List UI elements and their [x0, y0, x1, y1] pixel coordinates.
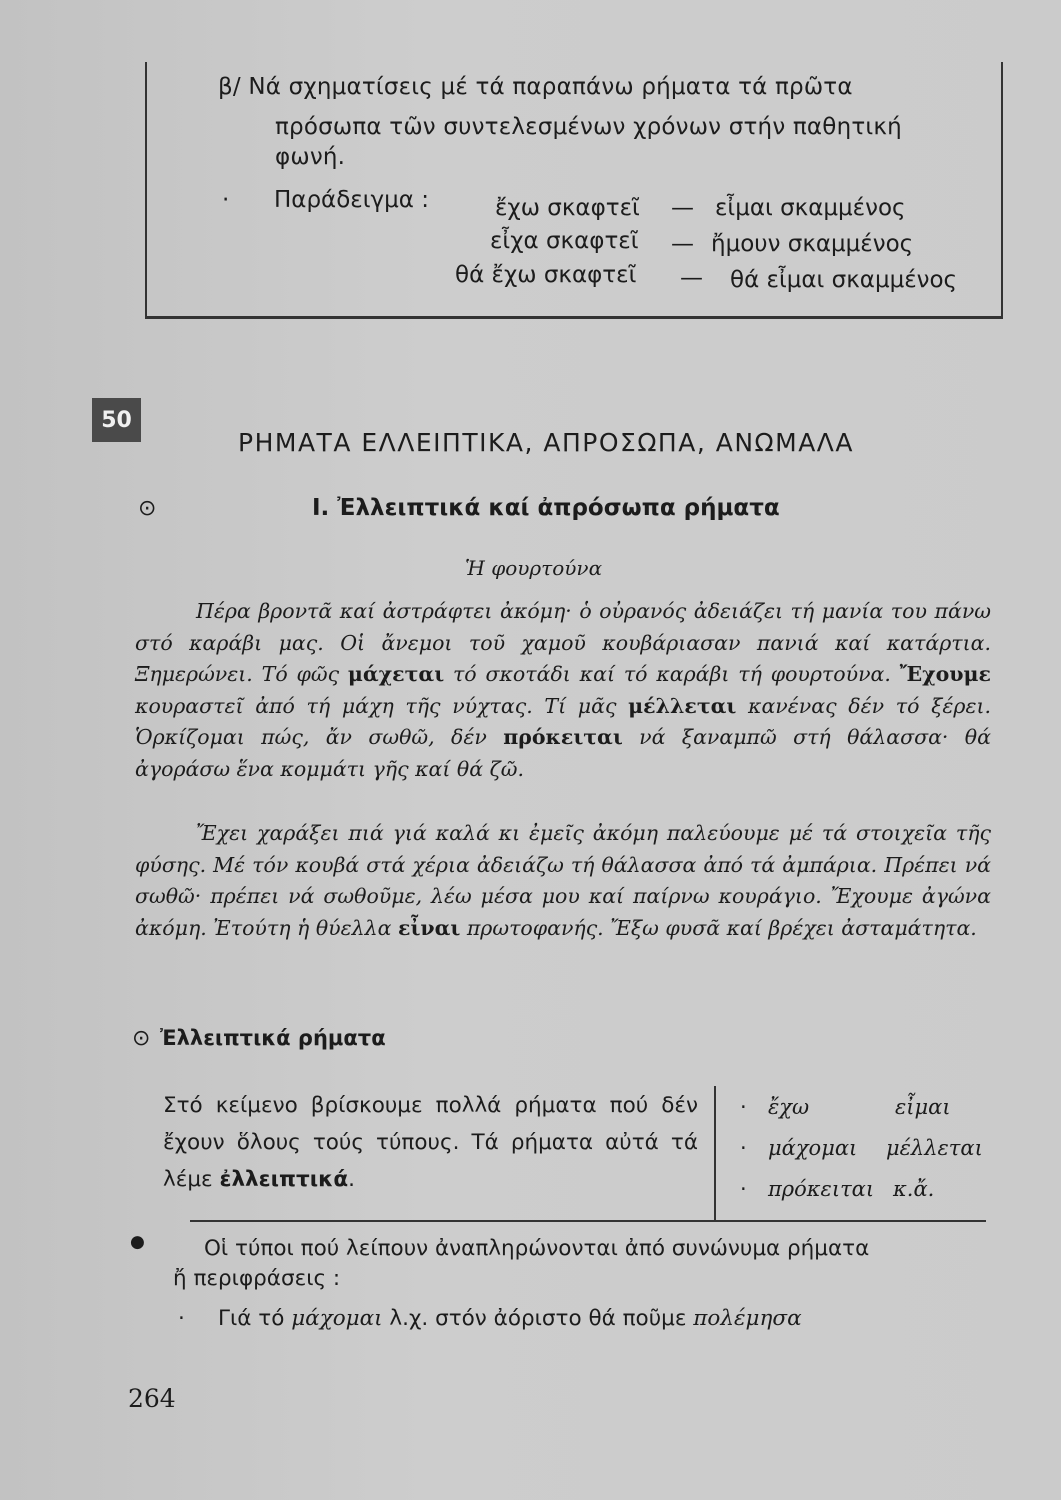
bold-verb: Ἔχουμε [899, 662, 991, 686]
section-title: ΡΗΜΑΤΑ ΕΛΛΕΙΠΤΙΚΑ, ΑΠΡΟΣΩΠΑ, ΑΝΩΜΑΛΑ [238, 428, 854, 457]
example-verb: μέλλεται [886, 1136, 983, 1160]
story-title: Ἡ φουρτούνα [465, 556, 603, 580]
subsection-title: Ι. Ἐλλειπτικά καί ἀπρόσωπα ρήματα [312, 495, 780, 521]
example-dash-3: — [680, 265, 703, 291]
example-dash-1: — [671, 195, 694, 221]
bullet: · [222, 187, 230, 213]
exercise-line-1: β/ Νά σχηματίσεις μέ τά παραπάνω ρήματα τά πρῶτα [218, 74, 853, 100]
defined-term: ἐλλειπτικά [219, 1167, 349, 1192]
example-passive-3: θά εἶμαι σκαμμένος [730, 267, 958, 293]
example-verb: κ.ἄ. [893, 1177, 935, 1201]
bullet: · [740, 1136, 747, 1160]
subsection-2-title: Ἐλλειπτικά ρήματα [160, 1026, 386, 1050]
exercise-line-3: φωνή. [275, 144, 346, 170]
example-verb: εἶμαι [895, 1095, 951, 1119]
note-line-2: ἤ περιφράσεις : [173, 1266, 341, 1291]
example-active-2: εἶχα σκαφτεῖ [490, 228, 639, 254]
table-bottom-rule [190, 1220, 986, 1222]
bold-verb: μέλλεται [628, 693, 737, 718]
note-line-3: Γιά τό μάχομαι λ.χ. στόν ἀόριστο θά ποῦμε πολέμησα [218, 1306, 802, 1331]
example-dash-2: — [671, 231, 694, 257]
example-active-1: ἔχω σκαφτεῖ [495, 195, 640, 221]
bullet: · [740, 1177, 747, 1201]
note-line-1: Οἱ τύποι πού λείπουν ἀναπληρώνονται ἀπό συνώνυμα ρήματα [204, 1236, 870, 1261]
bullet: · [178, 1306, 185, 1331]
bullet: · [740, 1095, 747, 1119]
example-verb: μάχομαι [768, 1136, 858, 1160]
bold-verb: εἶναι [398, 915, 461, 940]
page-number: 264 [128, 1384, 176, 1413]
example-verb: πρόκειται [768, 1177, 875, 1201]
bold-verb: μάχεται [347, 662, 445, 686]
bullet-icon: ● [130, 1232, 145, 1252]
example-passive-1: εἶμαι σκαμμένος [715, 195, 906, 221]
exercise-line-2: πρόσωπα τῶν συντελεσμένων χρόνων στήν παθητική [275, 114, 902, 140]
target-icon: ⊙ [132, 1026, 151, 1051]
definition-text: Στό κείμενο βρίσκουμε πολλά ρήματα πού δέν ἔχουν ὅλους τούς τύπους. Τά ρήματα αὐτά τά λέμε ἐλλειπτικά. [163, 1093, 698, 1192]
story-paragraph-1: Πέρα βροντᾶ καί ἀστράφτει ἀκόμη· ὁ οὐρανός ἀδειάζει τή μανία του πάνω στό καράβι μας. Οἱ ἄνεμοι τοῦ χαμοῦ κουβάριασαν πανιά καί κατάρτια. Ξημερώνει. Τό φῶς μάχεται τό σκοτάδι καί τό καράβι τή φουρτούνα. Ἔχουμε κουραστεῖ ἀπό τή μάχη τῆς νύχτας. Τί μᾶς μέλλεται κανένας δέν τό ξέρει. Ὁρκίζομαι πώς, ἄν σωθῶ, δέν πρόκειται νά ξαναμπῶ στή θάλασσα· θά ἀγοράσω ἕνα κομμάτι γῆς καί θά ζῶ. [135, 599, 991, 781]
example-passive-2: ἤμουν σκαμμένος [711, 231, 914, 257]
example-label: Παράδειγμα : [274, 187, 429, 213]
example-verb: ἔχω [768, 1095, 810, 1119]
table-divider [714, 1086, 716, 1222]
target-icon: ⊙ [138, 496, 157, 521]
story-paragraph-2: Ἔχει χαράξει πιά γιά καλά κι ἐμεῖς ἀκόμη παλεύουμε μέ τά στοιχεῖα τῆς φύσης. Μέ τόν κουβά στά χέρια ἀδειάζω τή θάλασσα ἀπό τά ἀμπάρια. Πρέπει νά σωθῶ· πρέπει νά σωθοῦμε, λέω μέσα μου καί παίρνω κουράγιο. Ἔχουμε ἀγώνα ἀκόμη. Ἐτούτη ἡ θύελλα εἶναι πρωτοφανής. Ἔξω φυσᾶ καί βρέχει ἀσταμάτητα. [135, 821, 991, 940]
bold-verb: πρόκειται [503, 725, 623, 749]
section-number-badge: 50 [92, 398, 141, 442]
example-active-3: θά ἔχω σκαφτεῖ [455, 262, 637, 288]
